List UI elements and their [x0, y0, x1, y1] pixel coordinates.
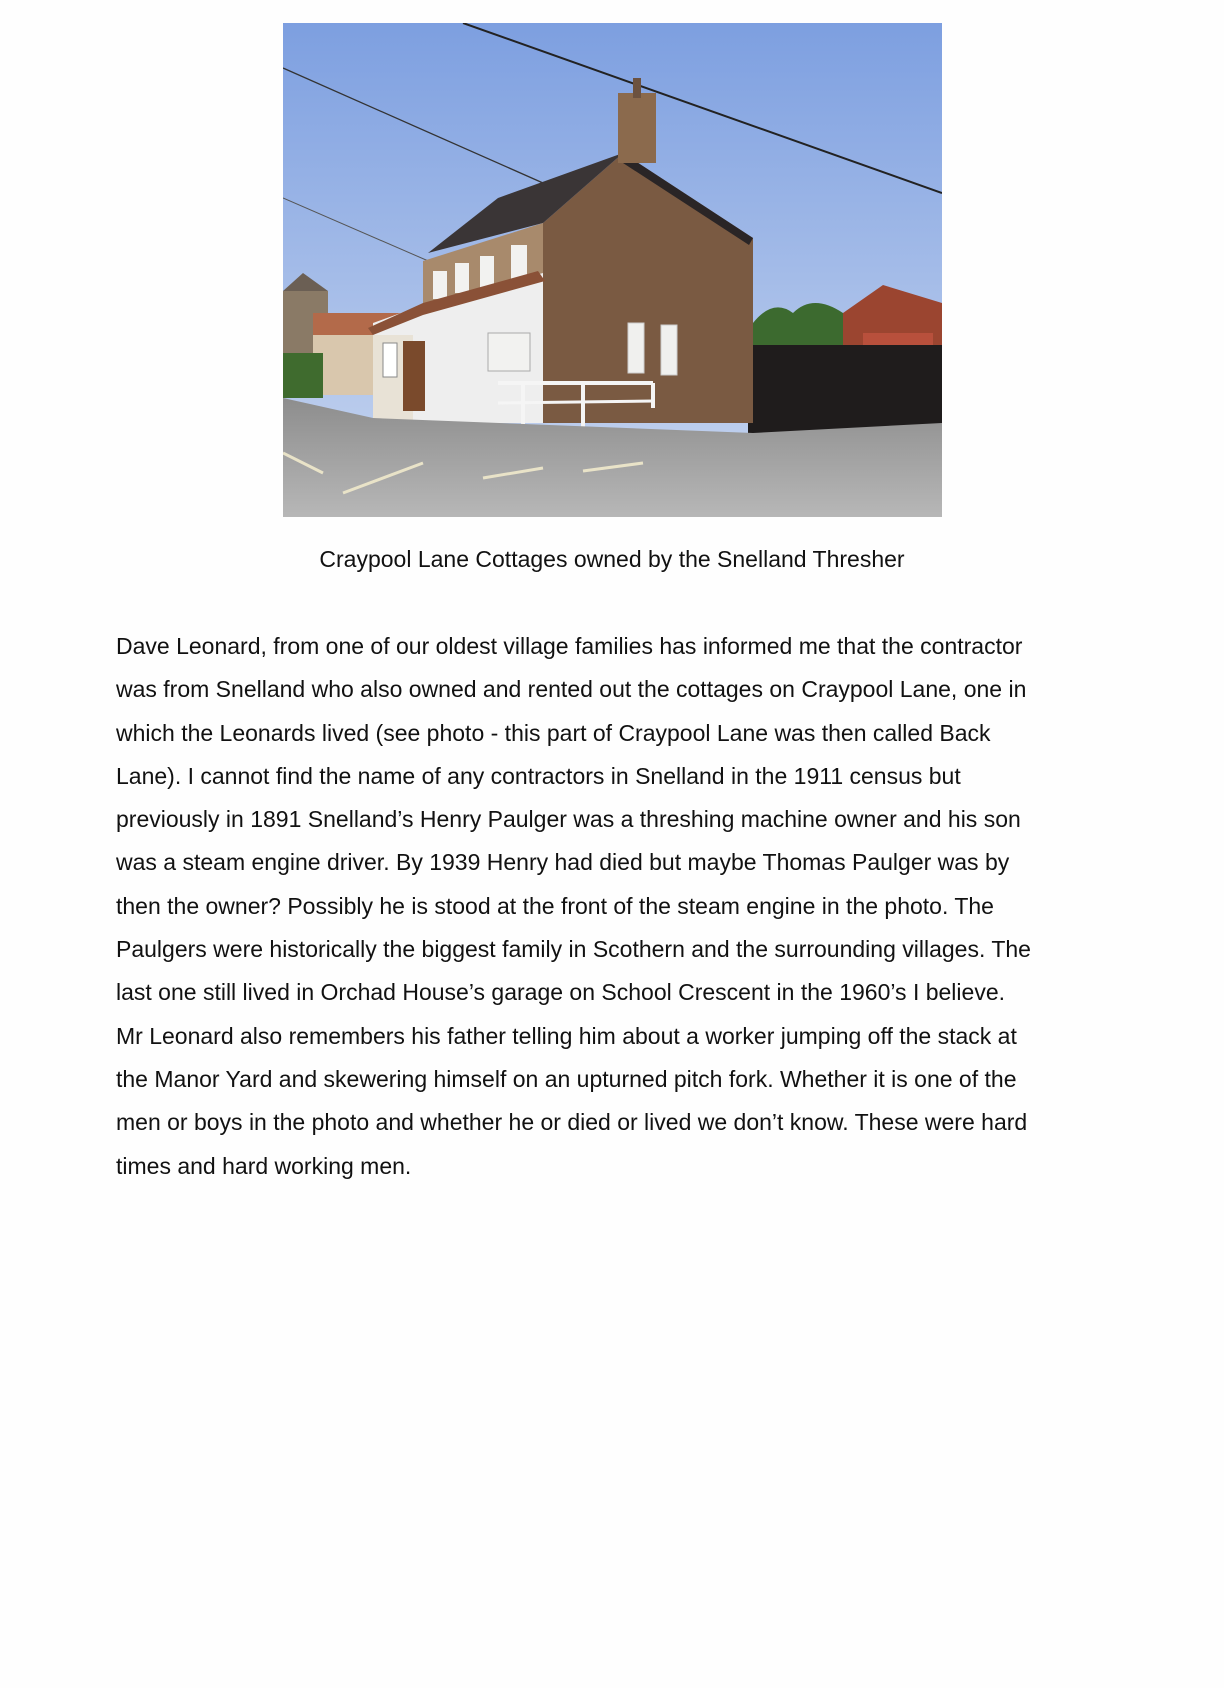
cottage-photo: [283, 23, 942, 517]
body-paragraph: [116, 625, 1116, 1188]
paragraph-line: which the Leonards lived (see photo - this part of Craypool Lane was then called Back: [116, 719, 991, 746]
paragraph-line: was from Snelland who also owned and rented out the cottages on Craypool Lane, one in: [116, 676, 1027, 703]
paragraph-line: was a steam engine driver. By 1939 Henry had died but maybe Thomas Paulger was by: [116, 849, 1010, 876]
cottage-photo-illustration: [283, 23, 942, 517]
paragraph-line: then the owner? Possibly he is stood at the front of the steam engine in the photo. The: [116, 892, 994, 919]
paragraph-line: Dave Leonard, from one of our oldest village families has informed me that the contractor: [116, 633, 1023, 659]
photo-caption: Craypool Lane Cottages owned by the Snelland Thresher: [319, 546, 905, 572]
paragraph-line: Lane). I cannot find the name of any contractors in Snelland in the 1911 census but: [116, 762, 961, 789]
paragraph-line: last one still lived in Orchad House’s garage on School Crescent in the 1960’s I believe.: [116, 979, 1006, 1006]
paragraph-line: times and hard working men.: [116, 1152, 412, 1179]
paragraph-line: the Manor Yard and skewering himself on an upturned pitch fork. Whether it is one of the: [116, 1065, 1017, 1092]
paragraph-line: previously in 1891 Snelland’s Henry Paulger was a threshing machine owner and his son: [116, 806, 1021, 833]
paragraph-line: men or boys in the photo and whether he or died or lived we don’t know. These were hard: [116, 1109, 1028, 1136]
paragraph-line: Paulgers were historically the biggest family in Scothern and the surrounding villages. The: [116, 936, 1031, 963]
paragraph-line: Mr Leonard also remembers his father telling him about a worker jumping off the stack at: [116, 1022, 1017, 1049]
